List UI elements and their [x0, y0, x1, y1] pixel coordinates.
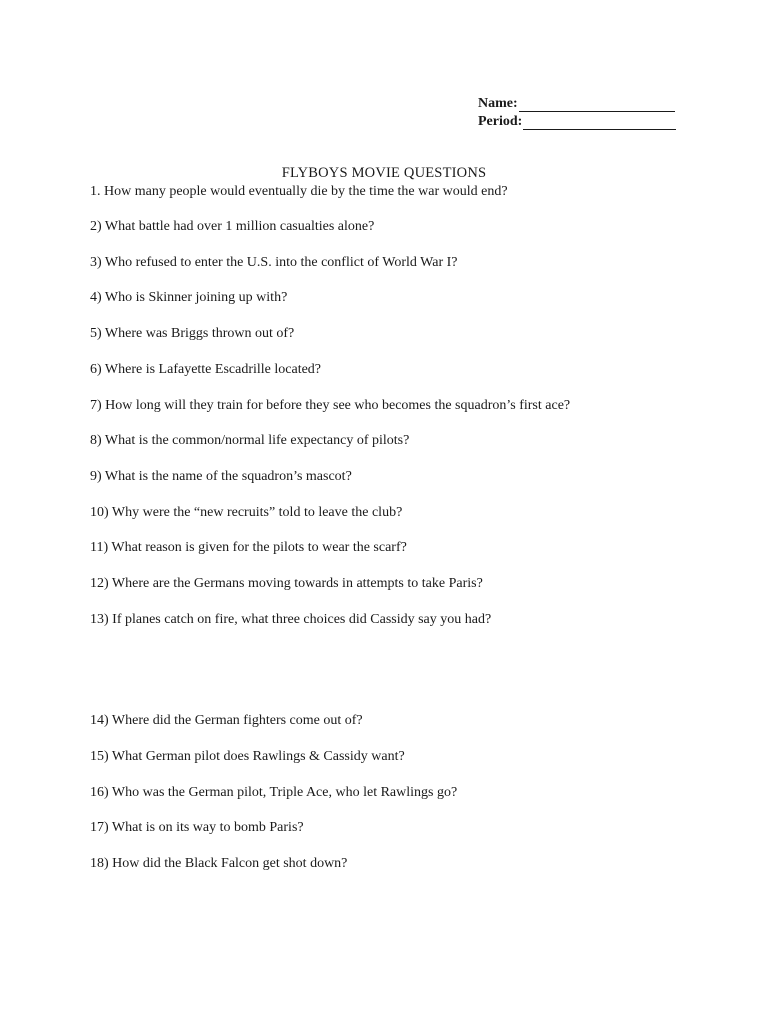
question-2: 2) What battle had over 1 million casualties alone?	[90, 219, 375, 234]
question-9: 9) What is the name of the squadron’s mascot?	[90, 469, 352, 484]
question-17: 17) What is on its way to bomb Paris?	[90, 820, 304, 835]
question-5: 5) Where was Briggs thrown out of?	[90, 326, 295, 341]
period-blank-line[interactable]	[523, 116, 676, 130]
question-6: 6) Where is Lafayette Escadrille located?	[90, 362, 322, 377]
question-14: 14) Where did the German fighters come out of?	[90, 713, 363, 728]
period-field[interactable]	[478, 112, 688, 130]
question-4: 4) Who is Skinner joining up with?	[90, 290, 288, 305]
question-12: 12) Where are the Germans moving towards in attempts to take Paris?	[90, 576, 483, 591]
question-16: 16) Who was the German pilot, Triple Ace, who let Rawlings go?	[90, 785, 458, 800]
name-label: Name:	[478, 96, 518, 111]
period-label: Period:	[478, 114, 523, 129]
question-8: 8) What is the common/normal life expectancy of pilots?	[90, 433, 410, 448]
question-13: 13) If planes catch on fire, what three choices did Cassidy say you had?	[90, 612, 492, 627]
question-15: 15) What German pilot does Rawlings & Cassidy want?	[90, 749, 405, 764]
name-blank-line[interactable]	[519, 98, 675, 112]
question-1: 1. How many people would eventually die by the time the war would end?	[90, 184, 508, 199]
question-3: 3) Who refused to enter the U.S. into the conflict of World War I?	[90, 255, 458, 270]
page-title: FLYBOYS MOVIE QUESTIONS	[281, 165, 487, 181]
question-10: 10) Why were the “new recruits” told to leave the club?	[90, 505, 403, 520]
question-11: 11) What reason is given for the pilots to wear the scarf?	[90, 540, 407, 555]
question-7: 7) How long will they train for before they see who becomes the squadron’s first ace?	[90, 398, 571, 413]
student-info-fields	[478, 94, 688, 130]
name-field[interactable]	[478, 94, 688, 112]
question-18: 18) How did the Black Falcon get shot down?	[90, 856, 348, 871]
